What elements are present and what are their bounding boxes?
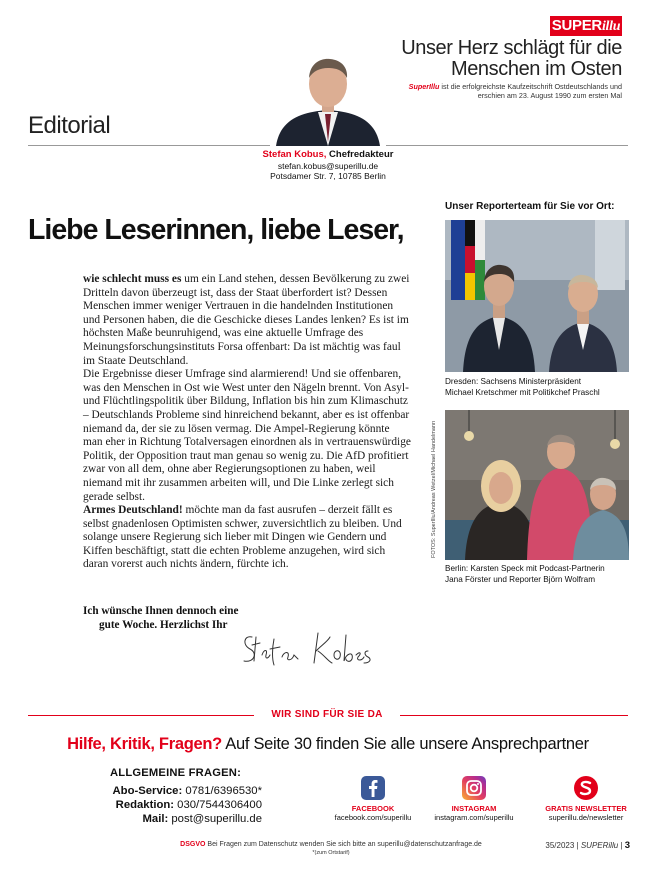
editorial-body <box>83 273 411 572</box>
section-title: Editorial <box>28 112 111 139</box>
editor-info <box>228 150 428 181</box>
service-banner: WIR SIND FÜR SIE DA <box>271 709 383 720</box>
abo-service-line[interactable]: Abo-Service: 0781/6396530* <box>112 785 262 797</box>
facebook-link[interactable]: FACEBOOK facebook.com/superillu <box>318 776 428 822</box>
instagram-link[interactable]: INSTAGRAM instagram.com/superillu <box>419 776 529 822</box>
newsletter-icon <box>574 776 598 800</box>
photo-credit-text: FOTOS: SuperIllu/Andreas Wetzel/Michael Handelmann <box>431 420 437 558</box>
paragraph-2: Die Ergebnisse dieser Umfrage sind alarmierend! Und sie offenbaren, was den Menschen in Ost wie West unter den Nägeln brennt. Von Asyl- und Flüchtlingspolitik über Bildung, Inflation bis hin zum Klimaschutz – Deutschlands Probleme sind hinreichend bekannt, aber es ist offenbar niemand da, der sie zu lösen vermag. Die Ampel-Regierung könnte man eher in Richtung Totalversagen einordnen als in vertrauenswürdige Politik, der Opposition traut man genau so wenig zu. Die AfD profitiert zwar von all dem, ohne aber Regierungsoptionen zu haben, weil niemand mit ihr zusammen arbeiten will, und Die Linke zerlegt sich gerade selbst. <box>83 368 411 503</box>
instagram-icon <box>462 776 486 800</box>
divider-left <box>28 715 254 716</box>
divider-right <box>400 715 628 716</box>
help-line: Hilfe, Kritik, Fragen? Auf Seite 30 finden Sie alle unsere Ansprechpartner <box>67 735 589 753</box>
dresden-photo <box>445 220 629 372</box>
contact-list <box>80 785 262 826</box>
photo-credit <box>425 410 439 560</box>
closing: Ich wünsche Ihnen dennoch eine gute Woche. Herzlichst Ihr <box>83 605 239 631</box>
editor-portrait <box>270 50 386 146</box>
editor-name: Stefan Kobus, Chefredakteur <box>262 149 394 160</box>
caption-berlin: Berlin: Karsten Speck mit Podcast-Partnerin Jana Förster und Reporter Björn Wolfram <box>445 564 605 584</box>
mail-line[interactable]: Mail: post@superillu.de <box>142 812 262 825</box>
superillu-logo: SUPERillu <box>551 17 621 34</box>
page-folio: 35/2023 | SUPERillu | 3 <box>545 840 630 851</box>
caption-dresden: Dresden: Sachsens Ministerpräsident Michael Kretschmer mit Politikchef Praschl <box>445 377 600 397</box>
newsletter-link[interactable]: GRATIS NEWSLETTER superillu.de/newsletter <box>531 776 641 822</box>
dsgvo-notice: DSGVO Bei Fragen zum Datenschutz wenden Sie sich bitte an superillu@datenschutzanfrage.de *(zum Ortstarif) <box>180 841 482 856</box>
tagline-subline: SuperIllu ist die erfolgreichste Kaufzeitschrift Ostdeutschlands und erschien am 23. August 1990 zum ersten Mal <box>408 82 622 100</box>
facebook-icon <box>361 776 385 800</box>
redaktion-line[interactable]: Redaktion: 030/7544306400 <box>115 798 262 811</box>
headline: Liebe Leserinnen, liebe Leser, <box>28 214 404 246</box>
reporter-team-title: Unser Reporterteam für Sie vor Ort: <box>445 201 615 212</box>
page-number: 3 <box>624 840 630 851</box>
general-questions-title: ALLGEMEINE FRAGEN: <box>110 767 242 779</box>
signature-image <box>238 625 378 670</box>
editor-address: Potsdamer Str. 7, 10785 Berlin <box>270 171 386 181</box>
paragraph-1: wie schlecht muss es um ein Land stehen, dessen Bevölkerung zu zwei Dritteln davon überzeugt ist, dass der Staat überfordert ist? Dessen Menschen immer weniger Vertrauen in die handelnden Institutionen und Personen haben, die die Geschicke dieses Landes lenken? Es ist im höchsten Maße beunruhigend, was eine aktuelle Umfrage des Meinungsforschungsinstituts Forsa offenbart: Da ist mächtig was faul im Staate Deutschland. <box>83 273 410 367</box>
paragraph-3: Armes Deutschland! möchte man da fast ausrufen – derzeit fällt es selbst gnadenlosen Optimisten schwer, zuversichtlich zu bleiben. Und solange unsere Regierung sich lieber mit Dingen wie Gendern und Kiffen beschäftigt, statt die echten Probleme anzugehen, wird sich daran vorerst auch nichts ändern, fürchte ich. <box>83 504 402 571</box>
berlin-photo <box>445 410 629 560</box>
tagline: Unser Herz schlägt für die Menschen im Osten <box>401 37 622 80</box>
editor-email[interactable]: stefan.kobus@superillu.de <box>277 161 379 171</box>
